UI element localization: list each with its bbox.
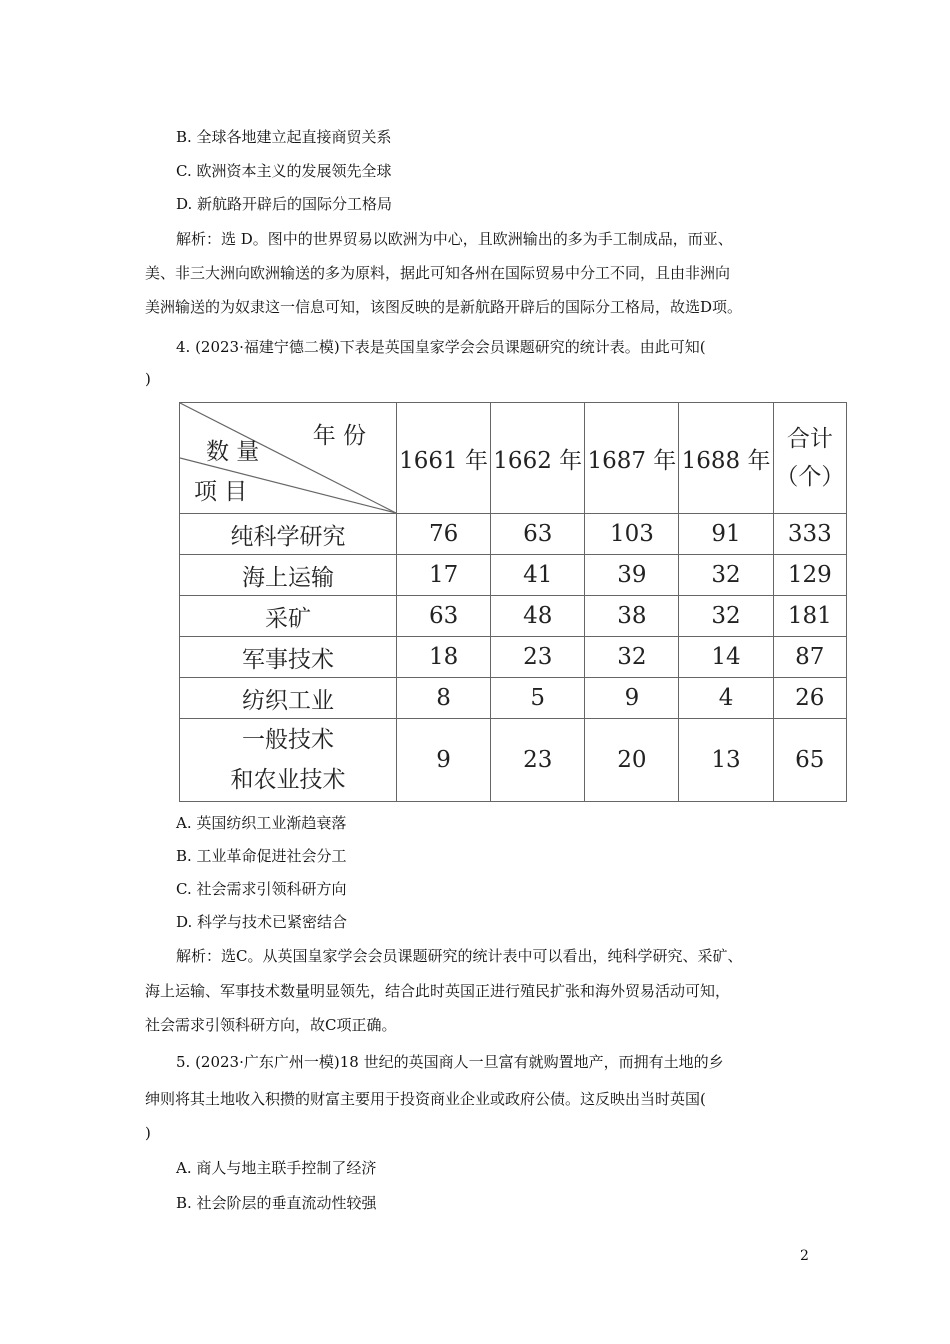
total-label: 合计 xyxy=(786,426,833,452)
cell: 23 xyxy=(491,637,585,678)
cell: 8 xyxy=(397,678,491,719)
cell: 20 xyxy=(585,719,679,802)
question-5-paren: ) xyxy=(145,1124,151,1142)
row-label: 纺织工业 xyxy=(180,678,397,719)
cell: 9 xyxy=(585,678,679,719)
analysis-line: 美、非三大洲向欧洲输送的多为原料，据此可知各州在国际贸易中分工不同，且由非洲向 xyxy=(145,264,731,282)
row-label-line: 一般技术 xyxy=(242,727,334,753)
cell: 17 xyxy=(397,555,491,596)
question-5: 绅则将其土地收入积攒的财富主要用于投资商业企业或政府公债。这反映出当时英国( xyxy=(145,1090,706,1108)
cell: 9 xyxy=(397,719,491,802)
row-label: 纯科学研究 xyxy=(180,514,397,555)
option-c: C. 欧洲资本主义的发展领先全球 xyxy=(176,162,392,180)
cell: 32 xyxy=(585,637,679,678)
table-row xyxy=(180,678,847,719)
cell: 5 xyxy=(491,678,585,719)
cell: 38 xyxy=(585,596,679,637)
option-a: A. 商人与地主联手控制了经济 xyxy=(176,1159,377,1177)
option-b: B. 全球各地建立起直接商贸关系 xyxy=(176,128,392,146)
cell: 32 xyxy=(679,596,773,637)
table-row xyxy=(180,514,847,555)
table-row xyxy=(180,596,847,637)
cell: 18 xyxy=(397,637,491,678)
question-4: 4. (2023·福建宁德二模)下表是英国皇家学会会员课题研究的统计表。由此可知( xyxy=(176,338,706,356)
cell: 76 xyxy=(397,514,491,555)
total-unit: （个） xyxy=(775,464,845,490)
row-label-line: 和农业技术 xyxy=(230,767,346,793)
question-5: 5. (2023·广东广州一模)18 世纪的英国商人一旦富有就购置地产，而拥有土地的乡 xyxy=(176,1053,724,1071)
cell: 333 xyxy=(773,514,846,555)
row-label: 军事技术 xyxy=(180,637,397,678)
analysis-line: 社会需求引领科研方向，故C项正确。 xyxy=(145,1016,397,1034)
header-total xyxy=(773,403,846,514)
stats-table xyxy=(179,402,847,802)
cell: 32 xyxy=(679,555,773,596)
header-cell: 1687 年 xyxy=(585,403,679,514)
corner-header xyxy=(180,403,397,514)
cell: 103 xyxy=(585,514,679,555)
option-a: A. 英国纺织工业渐趋衰落 xyxy=(176,814,347,832)
cell: 4 xyxy=(679,678,773,719)
corner-year: 年 份 xyxy=(312,423,366,449)
option-b: B. 社会阶层的垂直流动性较强 xyxy=(176,1194,377,1212)
header-cell: 1661 年 xyxy=(397,403,491,514)
analysis-line: 海上运输、军事技术数量明显领先，结合此时英国正进行殖民扩张和海外贸易活动可知， xyxy=(145,982,731,1000)
page-number: 2 xyxy=(800,1248,809,1264)
cell: 26 xyxy=(773,678,846,719)
cell: 23 xyxy=(491,719,585,802)
header-cell: 1662 年 xyxy=(491,403,585,514)
cell: 65 xyxy=(773,719,846,802)
row-label: 采矿 xyxy=(180,596,397,637)
cell: 181 xyxy=(773,596,846,637)
analysis-line: 解析：选 D。图中的世界贸易以欧洲为中心，且欧洲输出的多为手工制成品，而亚、 xyxy=(176,230,733,248)
cell: 63 xyxy=(397,596,491,637)
table-header-row xyxy=(180,403,847,514)
cell: 13 xyxy=(679,719,773,802)
cell: 63 xyxy=(491,514,585,555)
corner-item: 项 目 xyxy=(194,479,248,505)
corner-quantity: 数 量 xyxy=(206,439,260,465)
table-row xyxy=(180,555,847,596)
option-d: D. 新航路开辟后的国际分工格局 xyxy=(176,195,393,213)
row-label: 海上运输 xyxy=(180,555,397,596)
table-row xyxy=(180,719,847,802)
analysis-line: 美洲输送的为奴隶这一信息可知，该图反映的是新航路开辟后的国际分工格局，故选D项。 xyxy=(145,298,743,316)
cell: 129 xyxy=(773,555,846,596)
header-cell: 1688 年 xyxy=(679,403,773,514)
cell: 41 xyxy=(491,555,585,596)
table-row xyxy=(180,637,847,678)
row-label xyxy=(180,719,397,802)
analysis-line: 解析：选C。从英国皇家学会会员课题研究的统计表中可以看出，纯科学研究、采矿、 xyxy=(176,947,743,965)
cell: 39 xyxy=(585,555,679,596)
cell: 48 xyxy=(491,596,585,637)
cell: 87 xyxy=(773,637,846,678)
cell: 14 xyxy=(679,637,773,678)
option-d: D. 科学与技术已紧密结合 xyxy=(176,913,348,931)
option-c: C. 社会需求引领科研方向 xyxy=(176,880,347,898)
option-b: B. 工业革命促进社会分工 xyxy=(176,847,347,865)
question-4-paren: ) xyxy=(145,370,151,388)
cell: 91 xyxy=(679,514,773,555)
